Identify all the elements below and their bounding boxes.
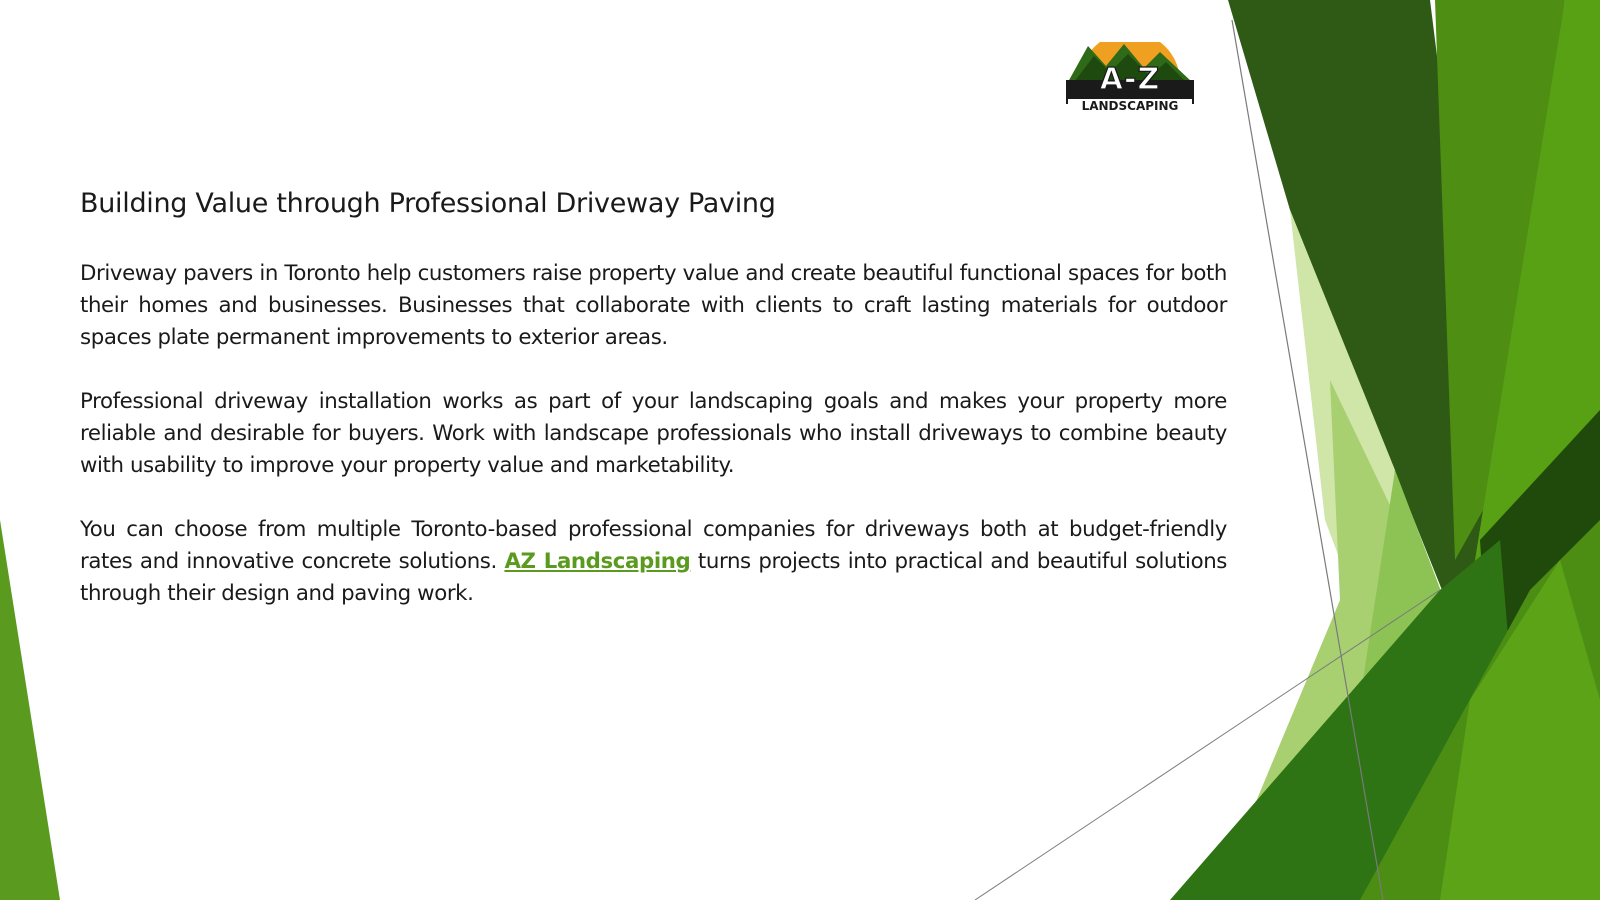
- az-landscaping-link[interactable]: AZ Landscaping: [504, 549, 691, 574]
- slide-body: [80, 258, 1227, 642]
- paragraph-1: Driveway pavers in Toronto help customers raise property value and create beautiful functional spaces for both their homes and businesses. Businesses that collaborate with clients to craft lasting materials for outdoor spaces plate permanent improvements to exterior areas.: [80, 261, 1227, 350]
- logo-subtitle: LANDSCAPING: [1068, 99, 1192, 113]
- paragraph-3: [80, 514, 1227, 610]
- paragraph-2: Professional driveway installation works as part of your landscaping goals and makes your property more reliable and desirable for buyers. Work with landscape professionals who install driveways to combine beauty with usability to improve your property value and marketability.: [80, 389, 1227, 478]
- paragraph-3-before: You can choose from multiple Toronto-based professional companies for driveways both at budget-friendly rates and innovative concrete solutions.: [80, 517, 1227, 574]
- logo-wordmark: A-Z: [1099, 62, 1161, 97]
- deco-left-triangle: [0, 520, 60, 900]
- slide-title: Building Value through Professional Driveway Paving: [80, 188, 776, 219]
- paragraph-3-after: turns projects into practical and beautiful solutions through their design and paving work.: [80, 549, 1227, 606]
